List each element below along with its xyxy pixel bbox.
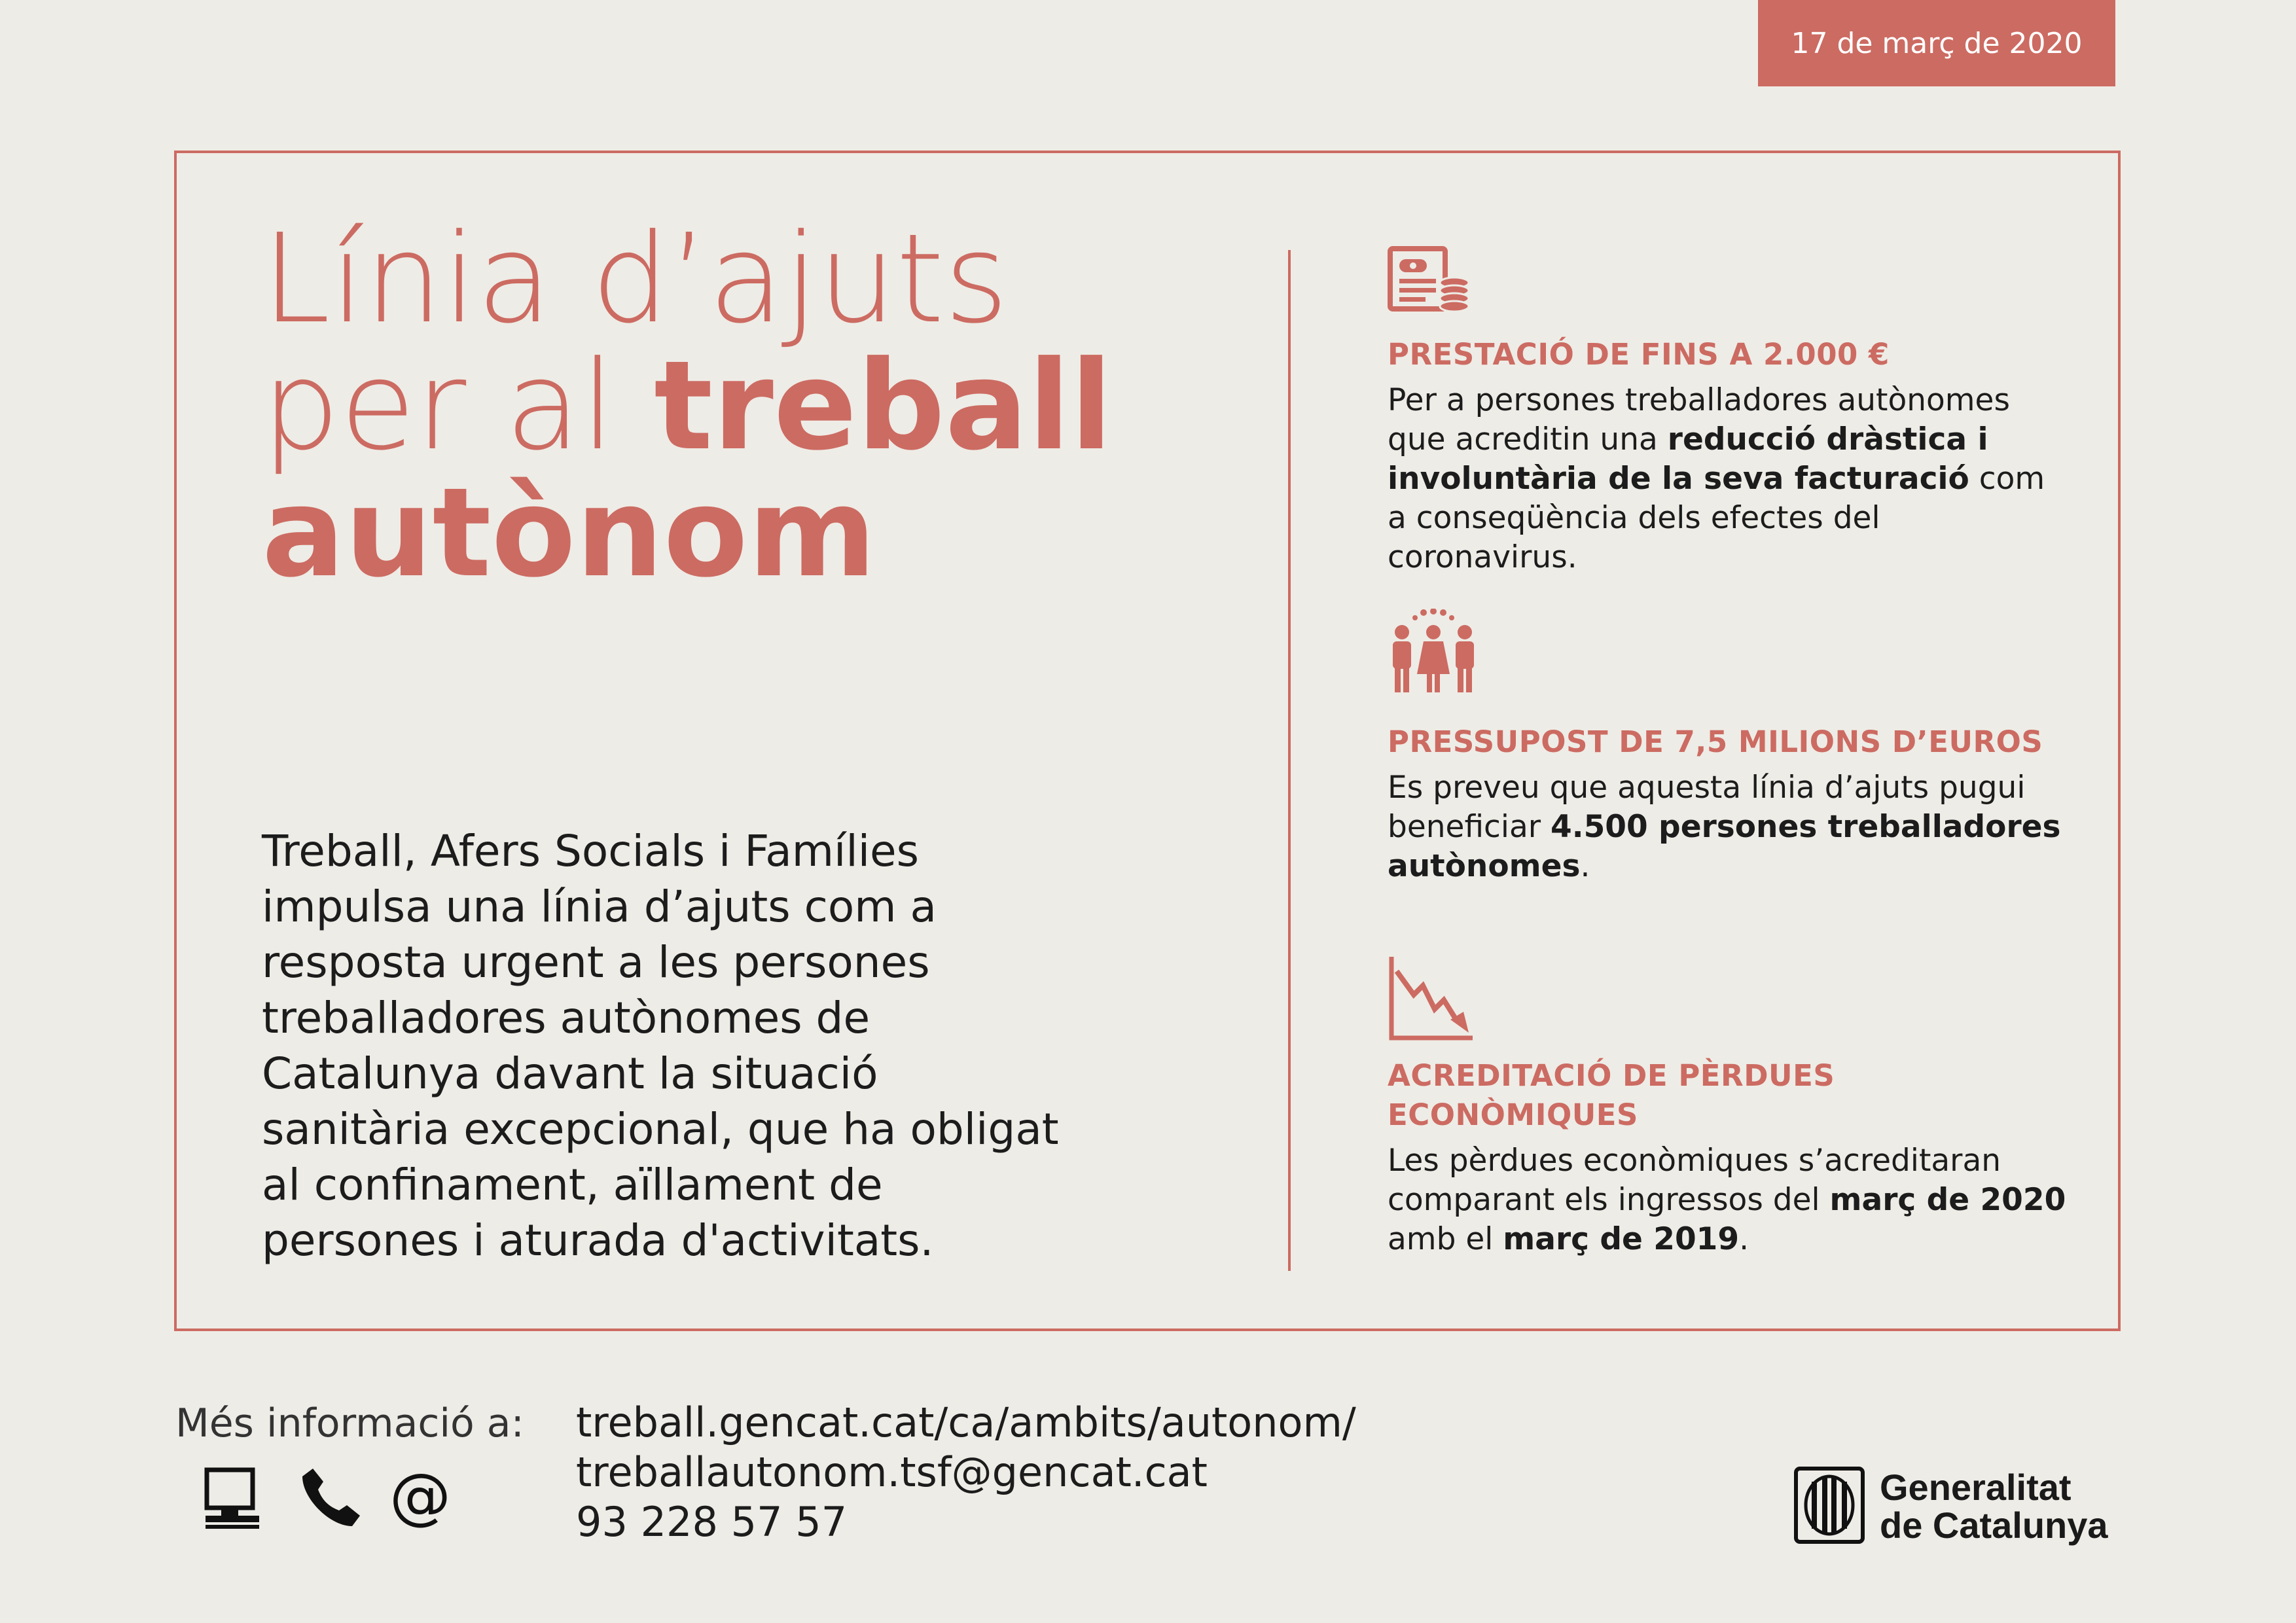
feature-grant: [1388, 243, 2068, 577]
website-link[interactable]: treball.gencat.cat/ca/ambits/autonom/: [576, 1399, 1356, 1446]
logo-text: Generalitat de Catalunya: [1880, 1467, 2108, 1546]
at-icon: [387, 1466, 453, 1531]
contact-links: [576, 1398, 1356, 1547]
feature-budget: [1388, 609, 2068, 886]
title-line-3-bold: autònom: [262, 461, 876, 605]
date-text: 17 de març de 2020: [1791, 26, 2083, 60]
title-line-3: [262, 461, 1244, 605]
title-line-1: Línia d’ajuts: [262, 207, 1009, 351]
vertical-divider: [1288, 250, 1291, 1271]
declining-chart-icon: [1388, 957, 1475, 1042]
phone-number[interactable]: 93 228 57 57: [576, 1498, 848, 1546]
feature-heading: PRESTACIÓ DE FINS A 2.000 €: [1388, 337, 1890, 372]
computer-icon: [203, 1466, 262, 1531]
title-line-2: [262, 334, 1244, 478]
more-info-label: Més informació a:: [175, 1400, 524, 1446]
money-coins-icon: [1388, 243, 1473, 315]
contact-icons: [203, 1466, 465, 1531]
feature-text: Les pèrdues econòmiques s’acreditaran comparant els ingressos del març de 2020 amb el març de 2019.: [1388, 1143, 2066, 1257]
intro-paragraph: Treball, Afers Socials i Famílies impulsa una línia d’ajuts com a resposta urgent a les persones treballadores autònomes de Catalunya davant la situació sanitària excepcional, que ha obligat al confinament, aïllament de persones i aturada d'activitats.: [262, 826, 1059, 1266]
email-link[interactable]: treballautonom.tsf@gencat.cat: [576, 1448, 1208, 1496]
page-title: [262, 207, 1244, 605]
title-line-2-light: per al: [262, 334, 655, 478]
title-line-2-bold: treball: [654, 334, 1113, 478]
phone-icon: [300, 1466, 363, 1529]
people-group-icon: [1388, 609, 1486, 694]
generalitat-logo: [1793, 1466, 2134, 1544]
svg-text:@: @: [389, 1466, 451, 1531]
date-badge: [1758, 0, 2115, 86]
feature-text: Per a persones treballadores autònomes que acreditin una reducció dràstica i involuntària de la seva facturació com a conseqüència dels efectes del coronavirus.: [1388, 382, 2045, 575]
feature-heading: PRESSUPOST DE 7,5 MILIONS D’EUROS: [1388, 724, 2043, 759]
feature-heading: ACREDITACIÓ DE PÈRDUES ECONÒMIQUES: [1388, 1058, 1835, 1132]
feature-losses: [1388, 957, 2068, 1259]
feature-text: Es preveu que aquesta línia d’ajuts pugui beneficiar 4.500 persones treballadores autònomes.: [1388, 770, 2061, 884]
senyera-emblem-icon: [1793, 1466, 1865, 1544]
